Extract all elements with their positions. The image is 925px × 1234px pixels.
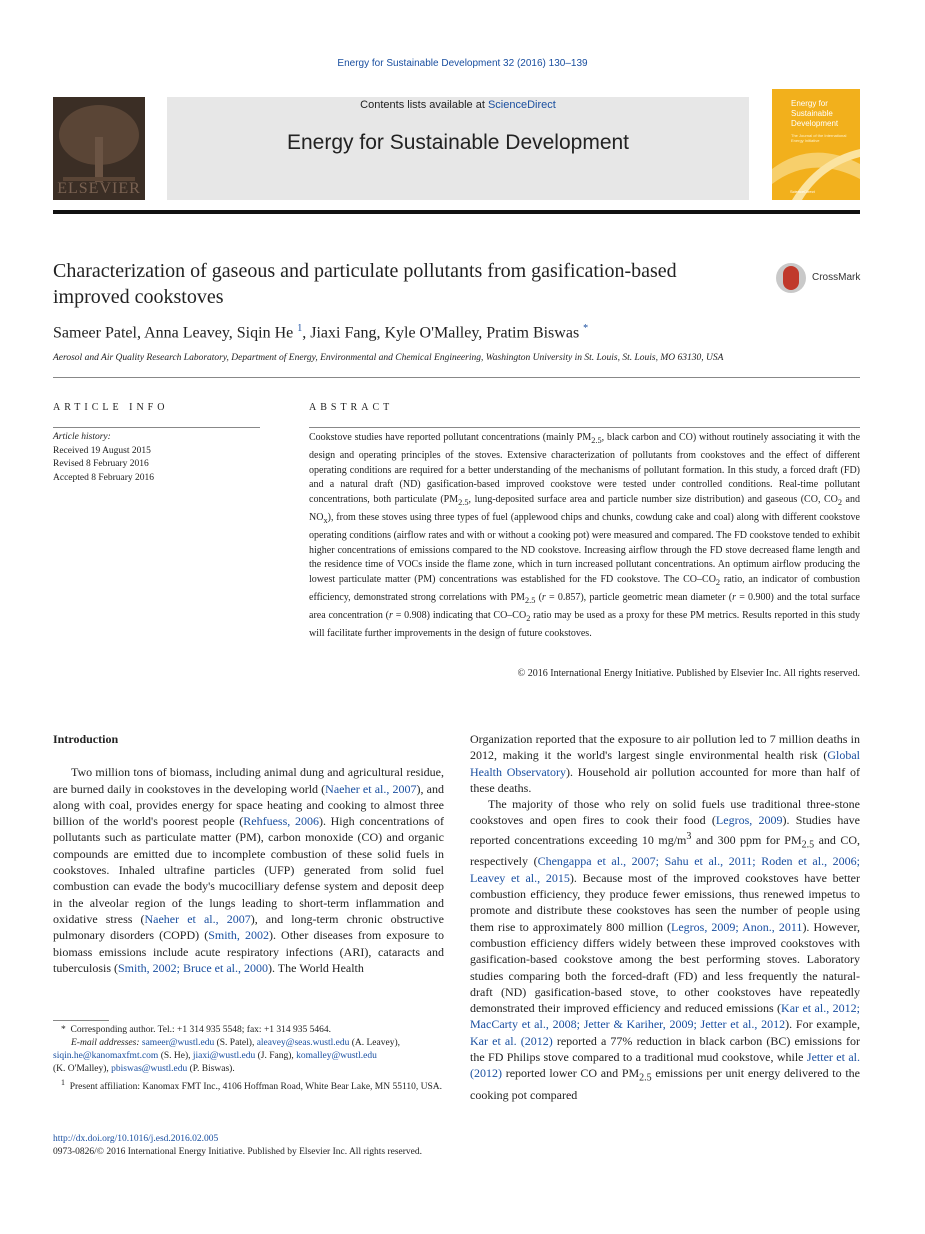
authors-part-1: Sameer Patel, Anna Leavey, Siqin He — [53, 324, 298, 342]
citation-link[interactable]: Global Health Observatory — [470, 748, 860, 779]
email-label: E-mail addresses: — [71, 1038, 140, 1048]
contents-line — [167, 99, 749, 111]
article-info-rule — [53, 427, 260, 428]
citation-link[interactable]: Rehfuess, 2006 — [243, 814, 319, 829]
citation-link[interactable]: Naeher et al., 2007 — [144, 911, 251, 926]
author-list — [53, 323, 860, 342]
journal-masthead — [167, 97, 749, 200]
corresponding-author-ref[interactable]: * — [583, 323, 589, 334]
citation-link[interactable]: Chengappa et al., 2007; Sahu et al., 2011; Roden et al., 2006; Leavey et al., 2015 — [470, 854, 860, 885]
body-column-left — [53, 731, 444, 976]
email-name: (P. Biswas). — [187, 1064, 235, 1074]
email-name: (S. He), — [158, 1051, 193, 1061]
citation-link[interactable]: Naeher et al., 2007 — [325, 781, 417, 796]
cover-foot: ScienceDirect — [790, 189, 815, 194]
issn-copyright: 0973-0826/© 2016 International Energy Initiative. Published by Elsevier Inc. All rights reserved. — [53, 1147, 423, 1157]
page-footer — [53, 1133, 653, 1159]
introduction-heading: Introduction — [53, 732, 119, 746]
abstract-heading: ABSTRACT — [309, 402, 394, 413]
doi-link[interactable]: http://dx.doi.org/10.1016/j.esd.2016.02.005 — [53, 1134, 219, 1144]
citation-link[interactable]: Smith, 2002 — [208, 928, 269, 943]
divider — [53, 377, 860, 378]
email-link[interactable]: siqin.he@kanomaxfmt.com — [53, 1051, 159, 1061]
email-addresses-cont — [53, 1050, 444, 1076]
cover-title: Energy for Sustainable Development — [791, 99, 839, 128]
present-affiliation-text: Present affiliation: Kanomax FMT Inc., 4106 Hoffman Road, White Bear Lake, MN 55110, USA. — [69, 1082, 442, 1093]
citation-link[interactable]: Legros, 2009 — [715, 813, 783, 828]
intro-paragraph-2-cont: Organization reported that the exposure to air pollution led to 7 million deaths in 2012, making it the world's largest single environmental health risk (Global Health Observatory). Household air pollution accounted for more than half of these deaths. — [470, 732, 860, 795]
citation-link[interactable]: Legros, 2009; Anon., 2011 — [671, 919, 803, 934]
present-affiliation-note: $^1$ Present affiliation: Kanomax FMT Inc., 4106 Hoffman Road, White Bear Lake, MN 55110, USA. — [61, 1078, 442, 1093]
citation-link[interactable]: Smith, 2002; Bruce et al., 2000 — [118, 960, 268, 975]
contents-prefix: Contents lists available at — [360, 99, 488, 111]
email-link[interactable]: aleavey@seas.wustl.edu — [256, 1038, 350, 1048]
corresponding-text: Corresponding author. Tel.: +1 314 935 5548; fax: +1 314 935 5464. — [70, 1025, 332, 1035]
journal-reference-link[interactable]: Energy for Sustainable Development 32 (2016) 130–139 — [337, 58, 588, 69]
journal-title: Energy for Sustainable Development — [286, 131, 630, 154]
elsevier-logo — [53, 97, 145, 200]
received-date: Received 19 August 2015 — [53, 445, 151, 456]
body-column-right — [470, 731, 860, 1103]
corresponding-author-note: * Corresponding author. Tel.: +1 314 935 5548; fax: +1 314 935 5464. — [61, 1025, 332, 1035]
sciencedirect-link[interactable]: ScienceDirect — [487, 99, 556, 111]
email-name: (K. O'Malley), — [53, 1064, 112, 1074]
intro-paragraph-3: The majority of those who rely on solid fuels use traditional three-stone cookstoves and open fires to cook their food (Legros, 2009). Studies have reported concentrations exceeding 10 $mg/m^3$ and 300 ppm for $PM_{2.5}$ and CO, respectively (Chengappa et al., 2007; Sahu et al., 2011; Roden et al., 2006; Leavey et al., 2015). Because most of the improved cookstoves have better combustion efficiency, they produce fewer emissions, thus renewed impetus to promote and distribute these cookstoves has seen the number of people using them rise to approximately 800 million (Legros, 2009; Anon., 2011). However, combustion efficiency differs widely between these improved cookstoves with gasification-based cookstove among the best performing stoves. Laboratory studies comparing both the forced-draft (FD) and less frequently the natural-draft (ND) gasification-based stove, to other cookstoves have repeatedly demonstrated their improved efficiency and reduced emissions (Kar et al., 2012; MacCarty et al., 2008; Jetter & Kariher, 2009; Jetter et al., 2012). For example, Kar et al. (2012) reported a 77% reduction in black carbon (BC) emissions for the FD Philips stove compared to a traditional mud cookstove, while Jetter et al. (2012) reported lower CO and $PM_{2.5}$ emissions per unit energy delivered to the cooking pot compared — [470, 797, 861, 1103]
accepted-date: Accepted 8 February 2016 — [53, 472, 155, 483]
email-name: (S. Patel), — [214, 1038, 257, 1048]
article-title: Characterization of gaseous and particulate pollutants from gasification-based improved cookstoves — [53, 260, 677, 308]
crossmark-label: CrossMark — [812, 272, 861, 283]
publisher-logo-text: ELSEVIER — [57, 180, 141, 197]
abstract-rule — [309, 427, 860, 428]
article-info-heading: ARTICLE INFO — [53, 402, 169, 413]
citation-link[interactable]: Kar et al., 2012; MacCarty et al., 2008; Jetter & Kariher, 2009; Jetter et al., 2012 — [470, 1001, 860, 1032]
email-link[interactable]: komalley@wustl.edu — [296, 1051, 377, 1061]
header-rule — [53, 210, 860, 214]
crossmark-button[interactable] — [776, 263, 860, 293]
email-name: (J. Fang), — [255, 1051, 297, 1061]
email-name: (A. Leavey), — [349, 1038, 400, 1048]
citation-link[interactable]: Jetter et al. (2012) — [470, 1050, 860, 1081]
journal-cover-thumbnail[interactable] — [772, 89, 860, 200]
history-label: Article history: — [53, 432, 111, 442]
email-link[interactable]: sameer@wustl.edu — [141, 1038, 215, 1048]
revised-date: Revised 8 February 2016 — [53, 459, 149, 469]
email-link[interactable]: jiaxi@wustl.edu — [192, 1051, 256, 1061]
authors-part-2: , Jiaxi Fang, Kyle O'Malley, Pratim Biswas — [302, 324, 584, 342]
footnotes — [53, 1024, 444, 1094]
email-link[interactable]: pbiswas@wustl.edu — [111, 1064, 188, 1074]
email-addresses — [53, 1037, 444, 1050]
citation-link[interactable]: Kar et al. (2012) — [470, 1033, 553, 1048]
footnote-rule — [53, 1020, 109, 1021]
abstract-copyright: © 2016 International Energy Initiative. Published by Elsevier Inc. All rights reserved. — [517, 668, 860, 679]
article-history — [53, 431, 260, 485]
crossmark-icon — [776, 263, 806, 293]
affiliation: Aerosol and Air Quality Research Laboratory, Department of Energy, Environmental and Chemical Engineering, Washington University in St. Louis, St. Louis, MO 63130, USA — [53, 353, 724, 363]
abstract-text: Cookstove studies have reported pollutant concentrations (mainly $PM_{2.5}$, black carbon and CO) without routinely associating it with the design and operating principles of the stoves. Extensive characterization of pollutants from cookstoves and the effect of different operating conditions are required for a better understanding of the mechanisms of pollutant formation. In this study, a forced draft (FD) and a natural draft (ND) gasification-based improved cookstove were tested under controlled conditions. Real-time pollutant concentrations, both particulate ($PM_{2.5}$, lung-deposited surface area and particle number size distribution) and gaseous (CO, $CO_2$ and $NO_x$), from these stoves using three types of fuel (applewood chips and chunks, cowdung cake and coal) along with different cookstove operating conditions (airflow rates and with or without a cooking pot) were measured and compared. The FD cookstove tended to exhibit higher concentrations of emissions compared to the ND cookstove. Increasing airflow through the FD stove decreased flame length and the residence time of VOCs inside the flame zone, which in turn increased pollutant concentrations. An optimum airflow producing the lowest particulate matter (PM) concentrations was established for the FD cookstove. The $CO-CO_2$ ratio, an indicator of combustion efficiency, demonstrated strong correlations with $PM_{2.5}$ (r = 0.857), particle geometric mean diameter (r = 0.900) and the total surface area concentration (r = 0.908) indicating that $CO-CO_2$ ratio may be used as a proxy for these PM metrics. Results reported in this study will facilitate further improvements in the design of future cookstoves. — [309, 432, 861, 639]
footnote-ref-1[interactable]: 1 — [297, 323, 303, 334]
intro-paragraph-1: Two million tons of biomass, including animal dung and agricultural residue, are burned daily in cookstoves in the developing world (Naeher et al., 2007), and along with coal, provides energy for space heating and cooking to almost three billion of the world's poorest people (Rehfuess, 2006). High concentrations of pollutants such as particulate matter (PM), carbon monoxide (CO) and organic compounds are emitted due to incomplete combustion of these solid fuels in cookstoves. Inhaled ultrafine particles (UFP) generated from solid fuel combustion can evade the body's mucocilliary defense system and deposit deep in the alveolar region of the lungs leading to short-term inflammation and oxidative stress (Naeher et al., 2007), and long-term chronic obstructive pulmonary disorders (COPD) (Smith, 2002). Other diseases from exposure to biomass emissions include acute respiratory infections (ARI), cataracts and tuberculosis (Smith, 2002; Bruce et al., 2000). The World Health — [53, 765, 444, 975]
cover-subtitle: The Journal of the International Energy Initiative — [791, 133, 847, 143]
